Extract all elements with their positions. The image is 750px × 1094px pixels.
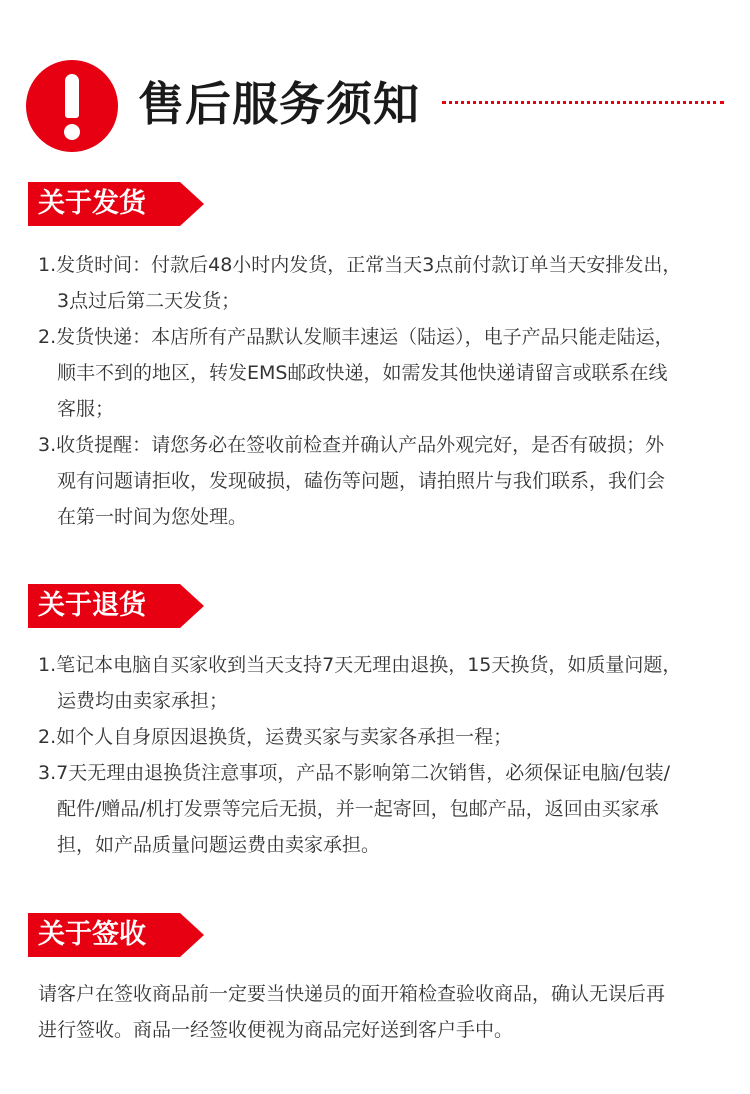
list-item (38, 755, 718, 863)
item-line: 观有问题请拒收，发现破损，磕伤等问题，请拍照片与我们联系，我们会 (57, 470, 666, 492)
item-line: 2.发货快递：本店所有产品默认发顺丰速运（陆运），电子产品只能走陆运， (38, 326, 674, 348)
paragraph-line: 进行签收。商品一经签收便视为商品完好送到客户手中。 (38, 1019, 514, 1041)
section-tag-returns (28, 584, 204, 628)
list-item (38, 647, 718, 719)
item-line: 3点过后第二天发货； (57, 290, 241, 312)
item-line: 1.发货时间：付款后48小时内发货，正常当天3点前付款订单当天安排发出， (38, 254, 682, 276)
section-tag-signing (28, 913, 204, 957)
section-body-shipping (38, 247, 718, 535)
section-body-returns (38, 647, 718, 863)
section-tag-label: 关于退货 (38, 590, 146, 621)
item-line: 3.收货提醒：请您务必在签收前检查并确认产品外观完好，是否有破损；外 (38, 434, 665, 456)
section-tag-shipping (28, 182, 204, 226)
section-body-signing (38, 976, 718, 1048)
list-item (38, 247, 718, 319)
item-line: 顺丰不到的地区，转发EMS邮政快递，如需发其他快递请留言或联系在线 (57, 362, 668, 384)
list-item (38, 719, 718, 755)
item-line: 客服； (57, 398, 115, 420)
item-line: 担，如产品质量问题运费由卖家承担。 (57, 834, 381, 856)
header (0, 0, 750, 160)
item-line: 3.7天无理由退换货注意事项，产品不影响第二次销售，必须保证电脑/包装/ (38, 762, 671, 784)
page-title: 售后服务须知 (138, 77, 420, 131)
item-line: 2.如个人自身原因退换货，运费买家与卖家各承担一程； (38, 726, 513, 748)
item-line: 在第一时间为您处理。 (57, 506, 248, 528)
item-line: 配件/赠品/机打发票等完后无损，并一起寄回，包邮产品，返回由买家承 (57, 798, 659, 820)
list-item (38, 319, 718, 427)
exclamation-icon (26, 60, 118, 152)
title-dotted-divider (442, 101, 724, 104)
list-item (38, 427, 718, 535)
paragraph-line: 请客户在签收商品前一定要当快递员的面开箱检查验收商品，确认无误后再 (38, 983, 666, 1005)
item-line: 1.笔记本电脑自买家收到当天支持7天无理由退换，15天换货，如质量问题， (38, 654, 682, 676)
item-line: 运费均由卖家承担； (57, 690, 229, 712)
section-tag-label: 关于签收 (38, 919, 146, 950)
section-tag-label: 关于发货 (38, 188, 146, 219)
